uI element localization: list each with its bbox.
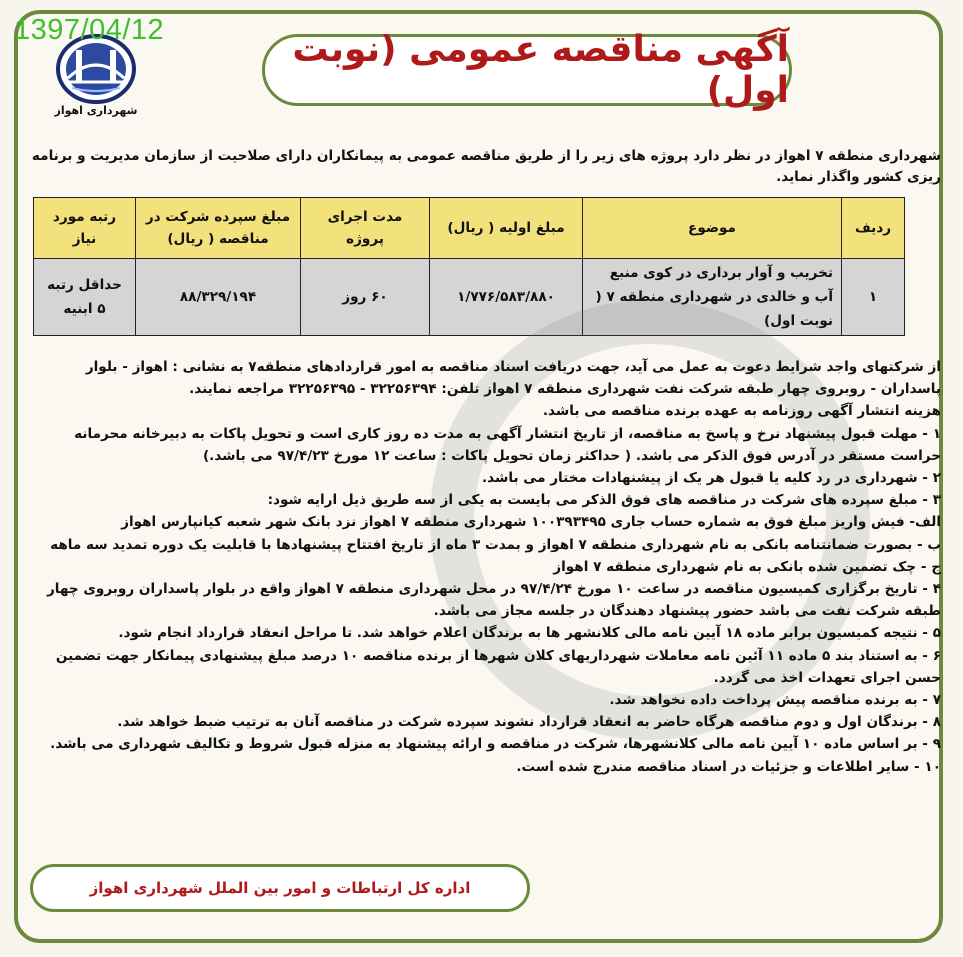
clause-3a: الف- فیش واریز مبلغ فوق به شماره حساب جاری ۱۰۰۳۹۳۴۹۵ شهرداری منطقه ۷ اهواز نزد بانک شهر شعبه کیانپارس اهواز	[121, 514, 941, 531]
table-header-row	[34, 198, 905, 259]
date-stamp: 1397/04/12	[14, 14, 165, 46]
cell-required-rank: حداقل رتبه ۵ ابنیه	[34, 259, 136, 336]
clause-2: ۲ - شهرداری در رد کلیه یا قبول هر یک از پیشنهادات مختار می باشد.	[481, 470, 941, 487]
paragraph-cost: هزینه انتشار آگهی روزنامه به عهده برنده مناقصه می باشد.	[542, 403, 941, 420]
logo-caption: شهرداری اهواز	[54, 104, 138, 117]
clause-5: ۵ - نتیجه کمیسیون برابر ماده ۱۸ آیین نامه مالی کلانشهر ها به برندگان اعلام خواهد شد. تا مراحل انعقاد قرارداد انجام شود.	[118, 625, 941, 642]
clause-6: ۶ - به استناد بند ۵ ماده ۱۱ آئین نامه معاملات شهرداریهای کلان شهرها از برنده مناقصه ۱۰ درصد مبلغ پیشنهادی پیمانکار جهت تضمین حسن اجرای تعهدات اخذ می گردد.	[55, 647, 941, 686]
cell-subject: تخریب و آوار برداری در کوی منبع آب و خالدی در شهرداری منطقه ۷ ( نوبت اول)	[583, 259, 842, 336]
cell-row-number: ۱	[842, 259, 905, 336]
clause-4: ۴ - تاریخ برگزاری کمیسیون مناقصه در ساعت ۱۰ مورخ ۹۷/۴/۲۴ در محل شهرداری منطقه ۷ اهواز واقع در بلوار پاسداران روبروی چهار طبقه شرکت نفت می باشد حضور پیشنهاد دهندگان در جلسه مجاز می باشد.	[46, 581, 941, 620]
paragraph-invitation: از شرکتهای واجد شرایط دعوت به عمل می آید، جهت دریافت اسناد مناقصه به امور قراردادهای منطقه۷ به نشانی : اهواز - بلوار پاسداران - روبروی چهار طبقه شرکت نفت شهرداری منطقه ۷ اهواز تلفن: ۳۲۲۵۶۳۹۴ - ۳۲۲۵۶۳۹۵ مراجعه نمایند.	[85, 359, 941, 398]
header-deposit: مبلغ سپرده شرکت در مناقصه ( ریال)	[136, 198, 301, 259]
table-row	[34, 259, 905, 336]
footer-text: اداره کل ارتباطات و امور بین الملل شهرداری اهواز	[89, 879, 471, 897]
title-banner	[262, 29, 792, 111]
clause-3b: ب - بصورت ضمانتنامه بانکی به نام شهرداری منطقه ۷ اهواز و بمدت ۳ ماه از تاریخ افتتاح پیشنهادها با قابلیت یک دوره تمدید سه ماهه	[50, 536, 941, 553]
clause-1: ۱ - مهلت قبول پیشنهاد نرخ و پاسخ به مناقصه، از تاریخ انتشار آگهی به مدت ده روز کاری است و تحویل پاکات به دبیرخانه محرمانه حراست مستقر در آدرس فوق الذکر می باشد. ( حداکثر زمان تحویل پاکات : ساعت ۱۲ مورخ ۹۷/۴/۲۳ می باشد.)	[74, 425, 941, 464]
header-duration: مدت اجرای پروژه	[301, 198, 430, 259]
clause-3: ۳ - مبلغ سپرده های شرکت در مناقصه های فوق الذکر می بایست به یکی از سه طریق ذیل ارایه شود:	[267, 492, 941, 509]
clause-10: ۱۰ - سایر اطلاعات و جزئیات در اسناد مناقصه مندرج شده است.	[516, 758, 941, 775]
clause-8: ۸ - برندگان اول و دوم مناقصه هرگاه حاضر به انعقاد قرارداد نشوند سپرده شرکت در مناقصه آنان به ترتیب ضبط خواهد شد.	[117, 714, 941, 731]
page-title: آگهی مناقصه عمومی (نوبت اول)	[292, 29, 789, 111]
clause-7: ۷ - به برنده مناقصه پیش پرداخت داده نخواهد شد.	[609, 692, 941, 709]
cell-initial-amount: ۱/۷۷۶/۵۸۳/۸۸۰	[430, 259, 583, 336]
cell-duration: ۶۰ روز	[301, 259, 430, 336]
tender-table	[33, 197, 905, 336]
intro-text: شهرداری منطقه ۷ اهواز در نظر دارد پروژه های زیر را از طریق مناقصه عمومی به پیمانکاران دارای صلاحیت از سازمان مدیریت و برنامه ریزی کشور واگذار نماید.	[31, 148, 941, 185]
cell-deposit: ۸۸/۳۲۹/۱۹۴	[136, 259, 301, 336]
header-subject: موضوع	[583, 198, 842, 259]
header-row-number: ردیف	[842, 198, 905, 259]
header-initial-amount: مبلغ اولیه ( ریال)	[430, 198, 583, 259]
clause-9: ۹ - بر اساس ماده ۱۰ آیین نامه مالی کلانشهرها، شرکت در مناقصه و ارائه پیشنهاد به منزله قبول شروط و تکالیف شهرداری می باشد.	[50, 736, 941, 753]
header-required-rank: رتبه مورد نیاز	[34, 198, 136, 259]
clause-3c: ج - چک تضمین شده بانکی به نام شهرداری منطقه ۷ اهواز	[553, 558, 941, 575]
footer-banner	[30, 864, 530, 912]
conditions-text	[23, 356, 941, 778]
